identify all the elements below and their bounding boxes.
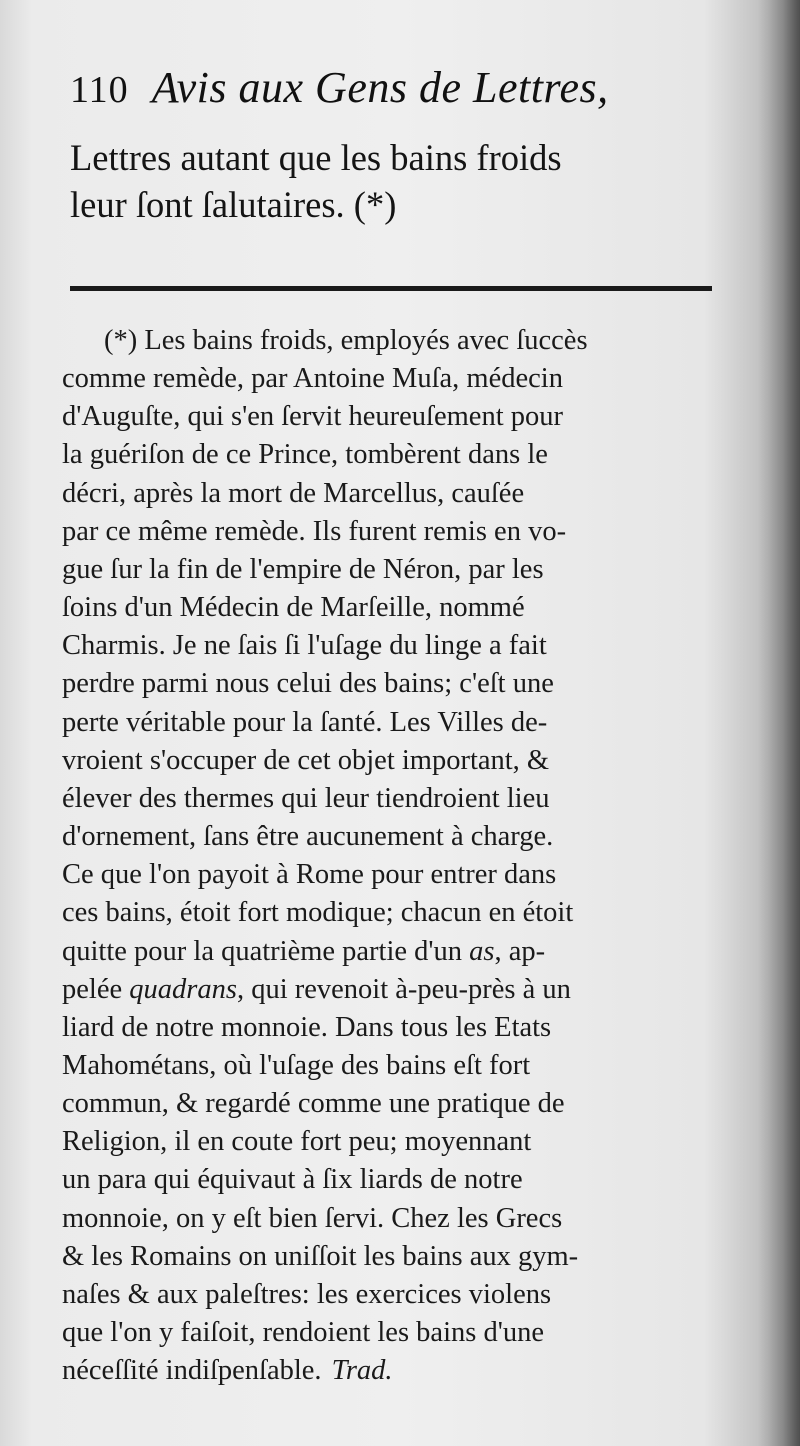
page-number: 110 (70, 69, 129, 111)
footnote-line: Mahométans, où l'uſage des bains eſt fort (62, 1049, 531, 1081)
footnote-rule (70, 286, 712, 291)
italic-word: as (469, 935, 495, 967)
footnote-line: ces bains, étoit fort modique; chacun en étoit (62, 897, 574, 929)
footnote-line: un para qui équivaut à ſix liards de notre (62, 1164, 523, 1196)
footnote-line: naſes & aux paleſtres: les exercices violens (62, 1278, 552, 1310)
footnote-line: que l'on y faiſoit, rendoient les bains d'une (62, 1317, 544, 1349)
footnote-line: Charmis. Je ne ſais ſi l'uſage du linge a fait (62, 630, 547, 662)
footnote-line: la guériſon de ce Prince, tombèrent dans le (62, 439, 548, 471)
footnote-line: Religion, il en coute fort peu; moyennant (62, 1126, 532, 1158)
footnote-line: néceſſité indiſpenſable. Trad. (62, 1352, 717, 1390)
footnote-line: commun, & regardé comme une pratique de (62, 1088, 565, 1120)
main-text-line: leur ſont ſalutaires. (*) (70, 184, 397, 225)
italic-word: Trad. (331, 1355, 393, 1387)
main-text-line: Lettres autant que les bains froids (70, 137, 562, 178)
footnote-line: décri, après la mort de Marcellus, cauſée (62, 477, 525, 509)
footnote-line: vroient s'occuper de cet objet important, & (62, 744, 550, 776)
footnote-line: liard de notre monnoie. Dans tous les Etats (62, 1011, 552, 1043)
running-head (70, 62, 710, 122)
gutter-shadow (758, 0, 800, 1446)
italic-word: quadrans (129, 973, 237, 1005)
footnote-line: perdre parmi nous celui des bains; c'eſt une (62, 668, 554, 700)
running-title: Avis aux Gens de Lettres, (151, 63, 609, 112)
footnote-line: monnoie, on y eſt bien ſervi. Chez les Grecs (62, 1202, 563, 1234)
footnote-line: gue ſur la fin de l'empire de Néron, par les (62, 553, 544, 585)
footnote-line: quitte pour la quatrième partie d'un as, ap- (62, 935, 546, 967)
footnote-line: perte véritable pour la ſanté. Les Villes de- (62, 706, 548, 738)
footnote-line: d'ornement, ſans être aucunement à charge. (62, 821, 554, 853)
footnote-line: par ce même remède. Ils furent remis en vo- (62, 515, 567, 547)
footnote (62, 322, 717, 1390)
main-text (70, 134, 720, 228)
footnote-line: ſoins d'un Médecin de Marſeille, nommé (62, 592, 525, 624)
footnote-line: comme remède, par Antoine Muſa, médecin (62, 363, 563, 395)
footnote-line: d'Auguſte, qui s'en ſervit heureuſement pour (62, 401, 563, 433)
footnote-line: Ce que l'on payoit à Rome pour entrer dans (62, 859, 557, 891)
footnote-line: pelée quadrans, qui revenoit à-peu-près à un (62, 973, 571, 1005)
footnote-line: (*) Les bains froids, employés avec ſuccès (104, 325, 588, 356)
footnote-line: élever des thermes qui leur tiendroient lieu (62, 782, 550, 814)
footnote-line: & les Romains on uniſſoit les bains aux gym- (62, 1240, 579, 1272)
